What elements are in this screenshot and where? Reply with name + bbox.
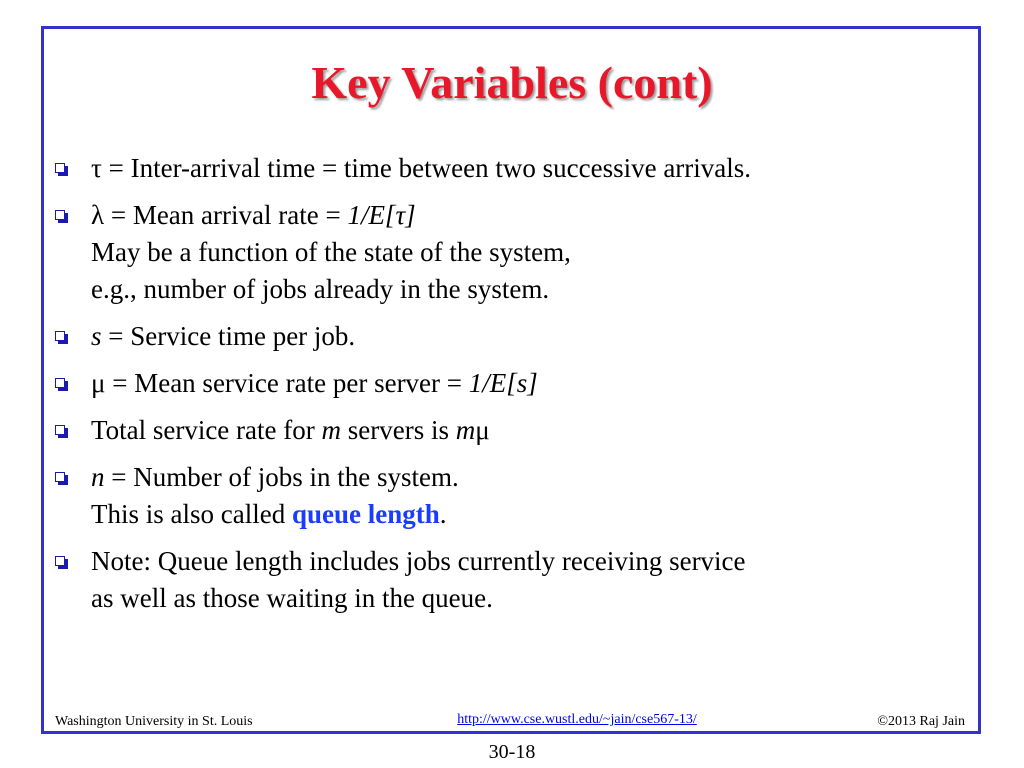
bullet-line — [91, 412, 953, 449]
bullet-item — [53, 543, 953, 617]
bullet-text: Note: Queue length includes jobs currently receiving service — [91, 546, 746, 576]
bullet-text: 1/E[τ] — [347, 200, 416, 230]
bullet-text: μ — [475, 415, 490, 445]
bullet-text: s — [91, 321, 102, 351]
bullet-line — [91, 150, 953, 187]
footer-course-link[interactable]: http://www.cse.wustl.edu/~jain/cse567-13/ — [457, 712, 697, 727]
square-bullet-icon — [55, 331, 65, 341]
bullet-text: e.g., number of jobs already in the system. — [91, 274, 550, 304]
bullet-text: = Mean arrival rate = — [104, 200, 348, 230]
bullet-line — [91, 459, 953, 496]
bullet-text: = Mean service rate per server = — [105, 368, 469, 398]
square-bullet-icon — [55, 556, 65, 566]
bullet-text: . — [439, 499, 447, 529]
bullet-item — [53, 197, 953, 308]
slide-title: Key Variables (cont) — [311, 57, 713, 108]
bullet-line — [91, 197, 953, 234]
square-bullet-icon — [55, 378, 65, 388]
square-bullet-icon — [55, 472, 65, 482]
bullet-item — [53, 365, 953, 402]
bullet-item — [53, 459, 953, 533]
footer-copyright: ©2013 Raj Jain — [877, 714, 965, 729]
bullet-text: servers is — [341, 415, 456, 445]
bullet-line — [91, 543, 953, 580]
bullet-text: 1/E[s] — [468, 368, 538, 398]
bullet-text: m — [321, 415, 341, 445]
bullet-text: = Number of jobs in the system. — [104, 462, 459, 492]
bullet-text: as well as those waiting in the queue. — [91, 583, 493, 613]
bullet-text: = Service time per job. — [101, 321, 356, 351]
highlight-term: queue length — [291, 499, 440, 529]
square-bullet-icon — [55, 163, 65, 173]
footer-institution: Washington University in St. Louis — [55, 714, 253, 729]
bullet-text: Total service rate for — [91, 415, 322, 445]
bullet-text: May be a function of the state of the system, — [91, 237, 571, 267]
bullet-line — [91, 365, 953, 402]
bullet-text: This is also called — [91, 499, 292, 529]
bullet-item — [53, 412, 953, 449]
bullet-text: m — [455, 415, 476, 445]
bullet-line — [91, 496, 953, 533]
bullet-line — [91, 271, 953, 308]
bullet-item — [53, 318, 953, 355]
bullet-list — [53, 150, 953, 627]
bullet-line — [91, 318, 953, 355]
square-bullet-icon — [55, 425, 65, 435]
square-bullet-icon — [55, 210, 65, 220]
bullet-item — [53, 150, 953, 187]
bullet-line — [91, 234, 953, 271]
bullet-line — [91, 580, 953, 617]
bullet-text: μ — [91, 368, 106, 398]
page-number: 30-18 — [488, 741, 536, 763]
bullet-text: = Inter-arrival time = time between two successive arrivals. — [101, 153, 752, 183]
bullet-text: τ — [91, 153, 102, 183]
bullet-text: λ — [91, 200, 105, 230]
bullet-text: n — [91, 462, 105, 492]
